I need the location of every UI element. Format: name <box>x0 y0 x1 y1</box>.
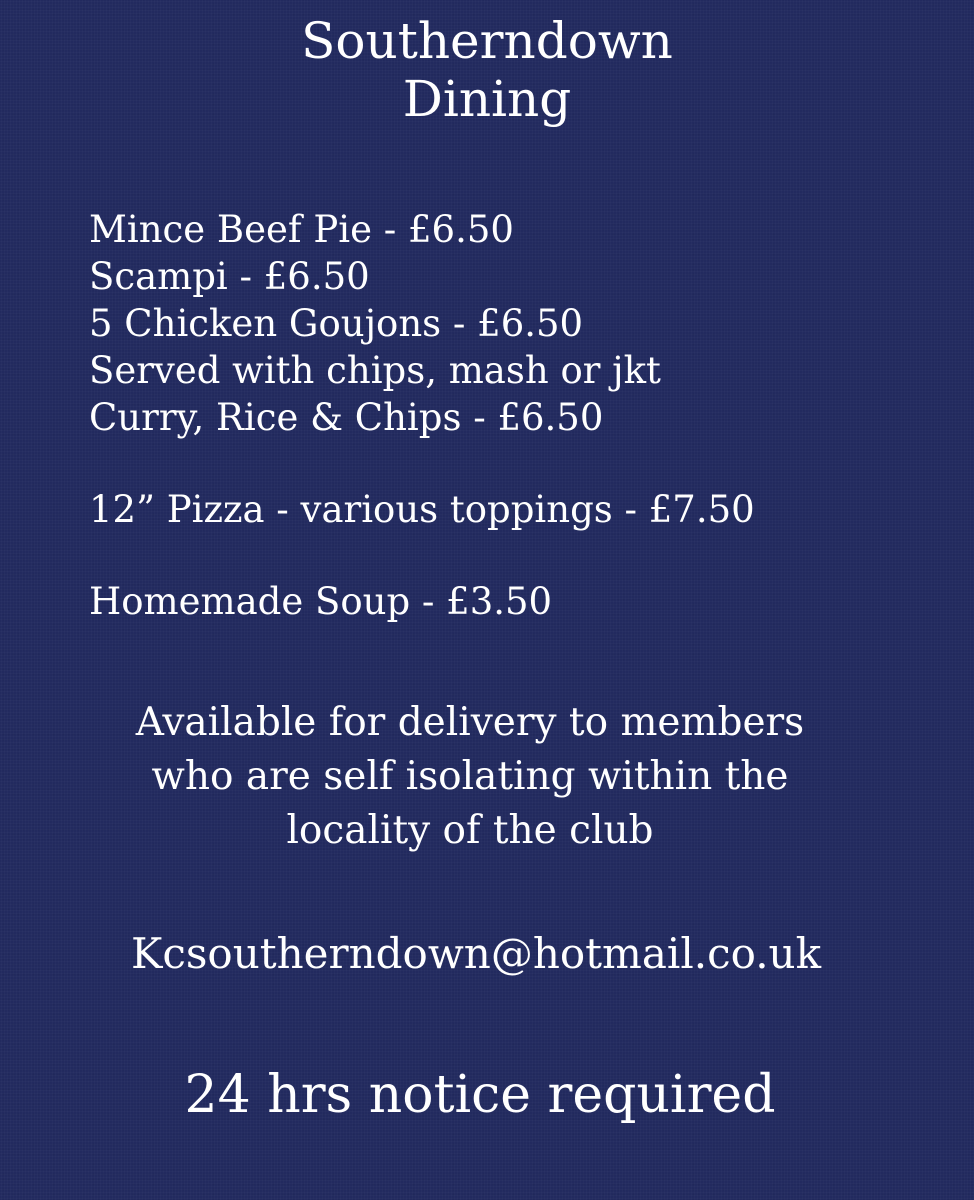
menu-spacer <box>89 441 949 486</box>
title-line-1: Southerndown <box>301 12 673 70</box>
delivery-notice-line: Available for delivery to members <box>135 700 805 745</box>
menu-spacer <box>89 533 949 578</box>
menu-item: Mince Beef Pie - £6.50 <box>89 208 514 251</box>
menu-item: 12” Pizza - various toppings - £7.50 <box>89 488 755 531</box>
menu-item: Homemade Soup - £3.50 <box>89 580 553 623</box>
delivery-notice <box>0 696 940 858</box>
menu-item: 5 Chicken Goujons - £6.50 <box>89 302 584 345</box>
contact-email: Kcsoutherndown@hotmail.co.uk <box>130 929 822 978</box>
menu-item-note: Served with chips, mash or jkt <box>89 349 661 392</box>
menu-list <box>89 206 949 625</box>
title-line-2: Dining <box>402 70 572 128</box>
menu-item: Curry, Rice & Chips - £6.50 <box>89 396 604 439</box>
menu-item: Scampi - £6.50 <box>89 255 370 298</box>
notice-required: 24 hrs notice required <box>184 1065 776 1125</box>
delivery-notice-line: locality of the club <box>286 808 654 853</box>
delivery-notice-line: who are self isolating within the <box>151 754 789 799</box>
page-title <box>0 12 974 128</box>
